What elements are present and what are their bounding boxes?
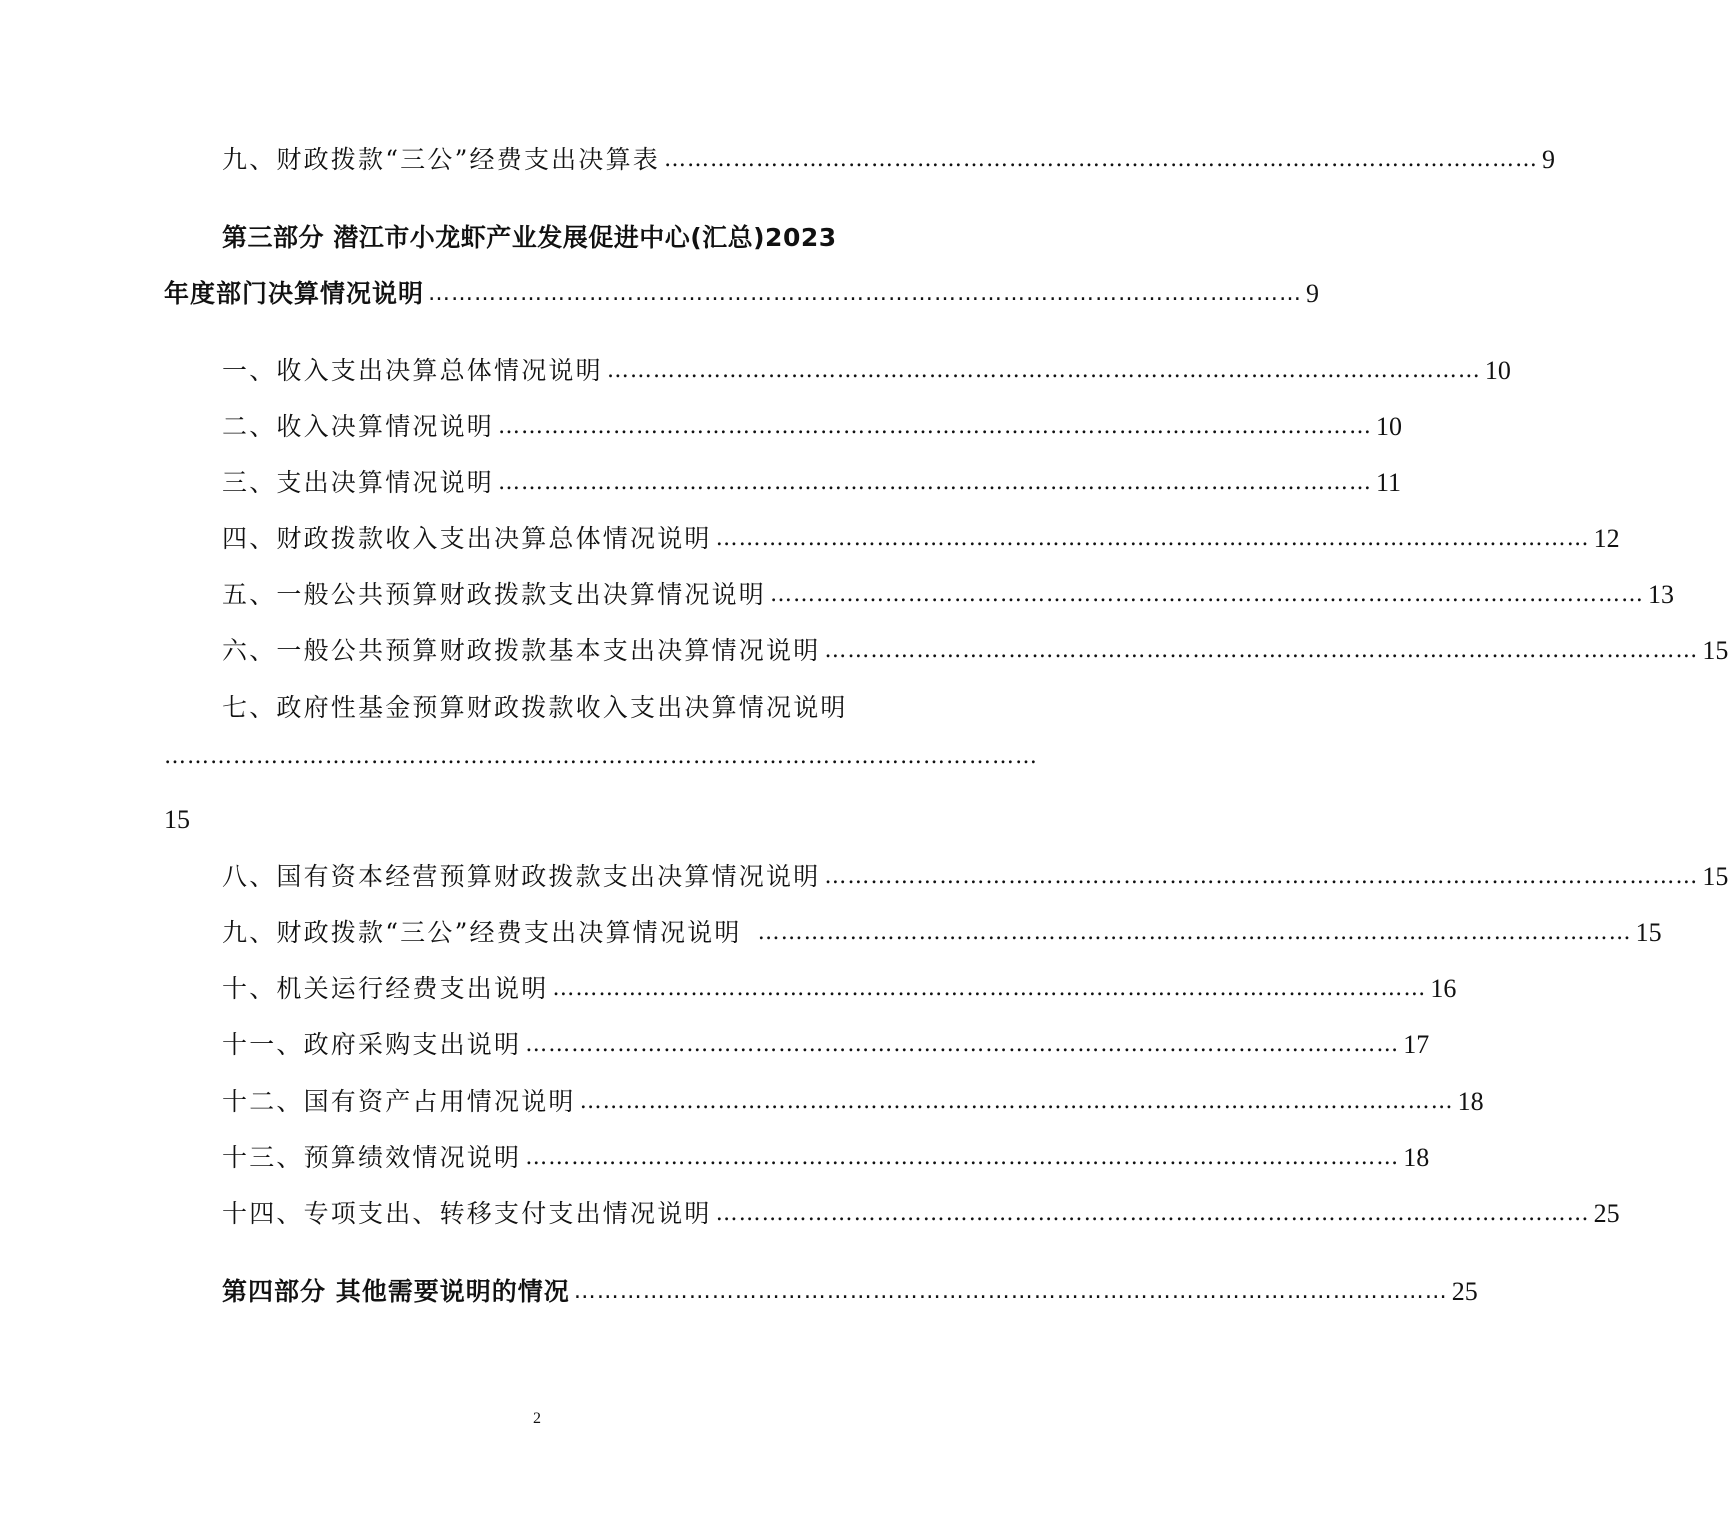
toc-entry-title[interactable]: 七、政府性基金预算财政拨款收入支出决算情况说明 — [222, 693, 848, 722]
toc-entry[interactable] — [164, 274, 1320, 314]
toc-leader-dots: …………………………………………………………………………………………………… — [428, 281, 1303, 306]
toc-leader-dots: …………………………………………………………………………………………………… — [552, 976, 1427, 1001]
toc-entry-title: 二、收入决算情况说明 — [222, 412, 495, 441]
toc-entry-title: 六、一般公共预算财政拨款基本支出决算情况说明 — [222, 636, 821, 665]
toc-entry-title: 年度部门决算情况说明 — [164, 279, 425, 308]
toc-entry-page: 15 — [164, 805, 190, 834]
toc-leader-dots: …………………………………………………………………………………………………… — [164, 744, 1038, 769]
toc-entry-title: 十、机关运行经费支出说明 — [222, 974, 549, 1003]
toc-entry[interactable] — [222, 631, 1728, 671]
toc-entry-title: 四、财政拨款收入支出决算总体情况说明 — [222, 524, 712, 553]
toc-leader-dots: …………………………………………………………………………………………………… — [824, 638, 1699, 663]
toc-entry-title: 九、财政拨款“三公”经费支出决算表 — [222, 145, 660, 174]
toc-entry[interactable] — [222, 407, 1403, 447]
toc-entry[interactable] — [222, 1138, 1430, 1178]
toc-entry[interactable] — [222, 1194, 1620, 1234]
toc-leader-dots: …………………………………………………………………………………………………… — [715, 1201, 1590, 1226]
toc-entry-title: 三、支出决算情况说明 — [222, 468, 495, 497]
toc-leader-dots: …………………………………………………………………………………………………… — [579, 1089, 1454, 1114]
toc-entry-page: 10 — [1484, 356, 1511, 385]
toc-entry-page: 15 — [1635, 918, 1662, 947]
toc-entry[interactable] — [222, 857, 1728, 897]
toc-entry-title: 八、国有资本经营预算财政拨款支出决算情况说明 — [222, 862, 821, 891]
page-number: 2 — [533, 1410, 541, 1427]
toc-entry-page: 15 — [1702, 862, 1728, 891]
toc-entry-page: 25 — [1593, 1199, 1620, 1228]
toc-entry-title: 十一、政府采购支出说明 — [222, 1030, 522, 1059]
toc-entry[interactable] — [222, 1082, 1484, 1122]
toc-entry-page: 10 — [1376, 412, 1403, 441]
toc-leader-dots: …………………………………………………………………………………………………… — [606, 358, 1481, 383]
toc-entry-page: 18 — [1457, 1087, 1484, 1116]
toc-entry-title: 一、收入支出决算总体情况说明 — [222, 356, 603, 385]
toc-entry[interactable] — [222, 519, 1620, 559]
toc-entry-part-four[interactable] — [222, 1272, 1478, 1312]
toc-entry-page: 18 — [1403, 1143, 1430, 1172]
toc-entry-page: 15 — [1702, 636, 1728, 665]
toc-entry[interactable] — [222, 575, 1675, 615]
toc-entry-title: 五、一般公共预算财政拨款支出决算情况说明 — [222, 580, 767, 609]
toc-entry[interactable] — [222, 351, 1511, 391]
toc-leader-dots: …………………………………………………………………………………………………… — [715, 526, 1590, 551]
toc-entry[interactable] — [222, 140, 1555, 180]
toc-entry[interactable] — [222, 913, 1662, 953]
toc-entry-page: 13 — [1648, 580, 1675, 609]
toc-entry-title: 第四部分 其他需要说明的情况 — [222, 1277, 570, 1306]
toc-entry-page: 9 — [1541, 145, 1555, 174]
toc-leader-dots: …………………………………………………………………………………………………… — [770, 582, 1645, 607]
toc-leader-dots: …………………………………………………………………………………………………… — [573, 1279, 1448, 1304]
toc-entry-page: 25 — [1451, 1277, 1478, 1306]
toc-entry-title: 十四、专项支出、转移支付支出情况说明 — [222, 1199, 712, 1228]
part-three-heading[interactable]: 第三部分 潜江市小龙虾产业发展促进中心(汇总)2023 — [222, 223, 837, 252]
toc-entry-page: 9 — [1306, 279, 1320, 308]
toc-leader-dots: …………………………………………………………………………………………………… — [757, 920, 1632, 945]
toc-entry-page: 12 — [1593, 524, 1620, 553]
toc-entry-page: 16 — [1430, 974, 1457, 1003]
toc-entry[interactable] — [222, 1025, 1430, 1065]
toc-leader-dots: …………………………………………………………………………………………………… — [525, 1145, 1400, 1170]
toc-leader-dots: …………………………………………………………………………………………………… — [525, 1032, 1400, 1057]
toc-leader-dots: …………………………………………………………………………………………………… — [498, 414, 1373, 439]
toc-entry-title: 十二、国有资产占用情况说明 — [222, 1087, 576, 1116]
toc-leader-dots: …………………………………………………………………………………………………… — [498, 470, 1373, 495]
toc-entry-page: 11 — [1376, 468, 1402, 497]
toc-entry[interactable] — [222, 969, 1457, 1009]
toc-leader-dots: …………………………………………………………………………………………………… — [824, 864, 1699, 889]
toc-entry-title: 九、财政拨款“三公”经费支出决算情况说明 — [222, 918, 742, 947]
toc-entry-title: 十三、预算绩效情况说明 — [222, 1143, 522, 1172]
toc-entry-page: 17 — [1403, 1030, 1430, 1059]
toc-entry[interactable] — [222, 463, 1402, 503]
toc-leader-dots: …………………………………………………………………………………………………… — [663, 147, 1538, 172]
